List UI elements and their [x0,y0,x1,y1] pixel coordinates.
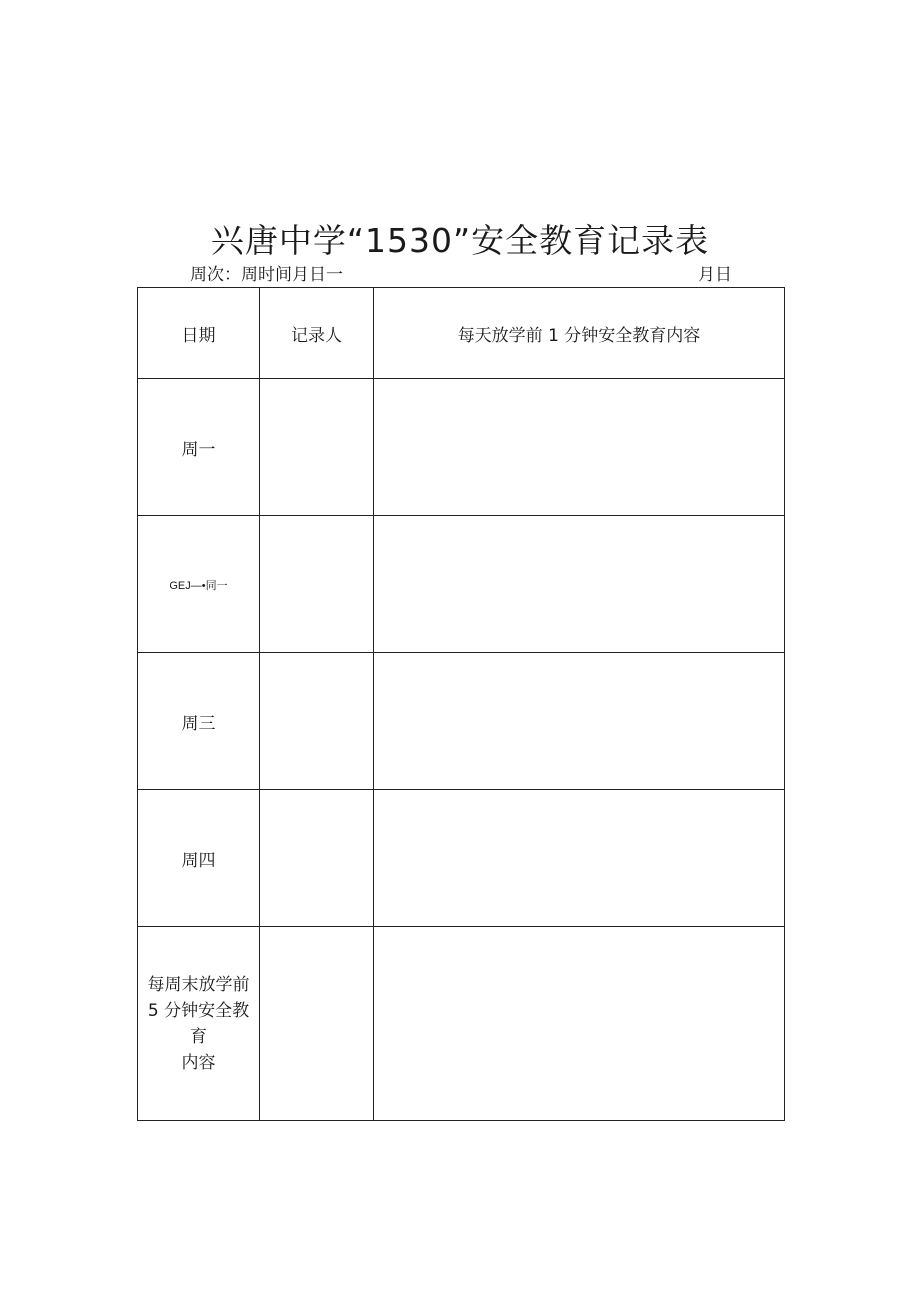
row-recorder-cell[interactable] [260,516,374,653]
table-row-wednesday [138,653,785,790]
weekend-label-cell [138,927,260,1121]
weekend-label [140,972,258,1076]
table-row-monday [138,379,785,516]
header-date: 日期 [138,288,260,379]
table-header-row [138,288,785,379]
row-content-cell[interactable] [374,790,785,927]
row-content-cell[interactable] [374,516,785,653]
table-row-weekend [138,927,785,1121]
row-date-cell: 周一 [138,379,260,516]
row-content-cell[interactable] [374,379,785,516]
row-recorder-cell[interactable] [260,379,374,516]
row-date-cell: 周四 [138,790,260,927]
weekend-content-cell[interactable] [374,927,785,1121]
weekend-recorder-cell[interactable] [260,927,374,1121]
row-date-cell: 周三 [138,653,260,790]
row-recorder-cell[interactable] [260,790,374,927]
row-date-label: GEJ—•同一 [169,580,228,592]
header-recorder: 记录人 [260,288,374,379]
row-content-cell[interactable] [374,653,785,790]
table-row-tuesday [138,516,785,653]
document-title: 兴唐中学“1530”安全教育记录表 [210,221,710,261]
header-content: 每天放学前 1 分钟安全教育内容 [374,288,785,379]
weekend-label-line3: 内容 [181,1052,216,1073]
weekend-label-line2: 5 分钟安全教育 [147,1000,250,1047]
safety-education-record-table [137,287,785,1121]
row-date-cell [138,516,260,653]
table-row-thursday [138,790,785,927]
week-date-line: 周次：周时间月日一 [190,265,343,285]
weekend-label-line1: 每周末放学前 [147,974,250,995]
week-date-line-end: 月日 [698,265,732,285]
row-recorder-cell[interactable] [260,653,374,790]
